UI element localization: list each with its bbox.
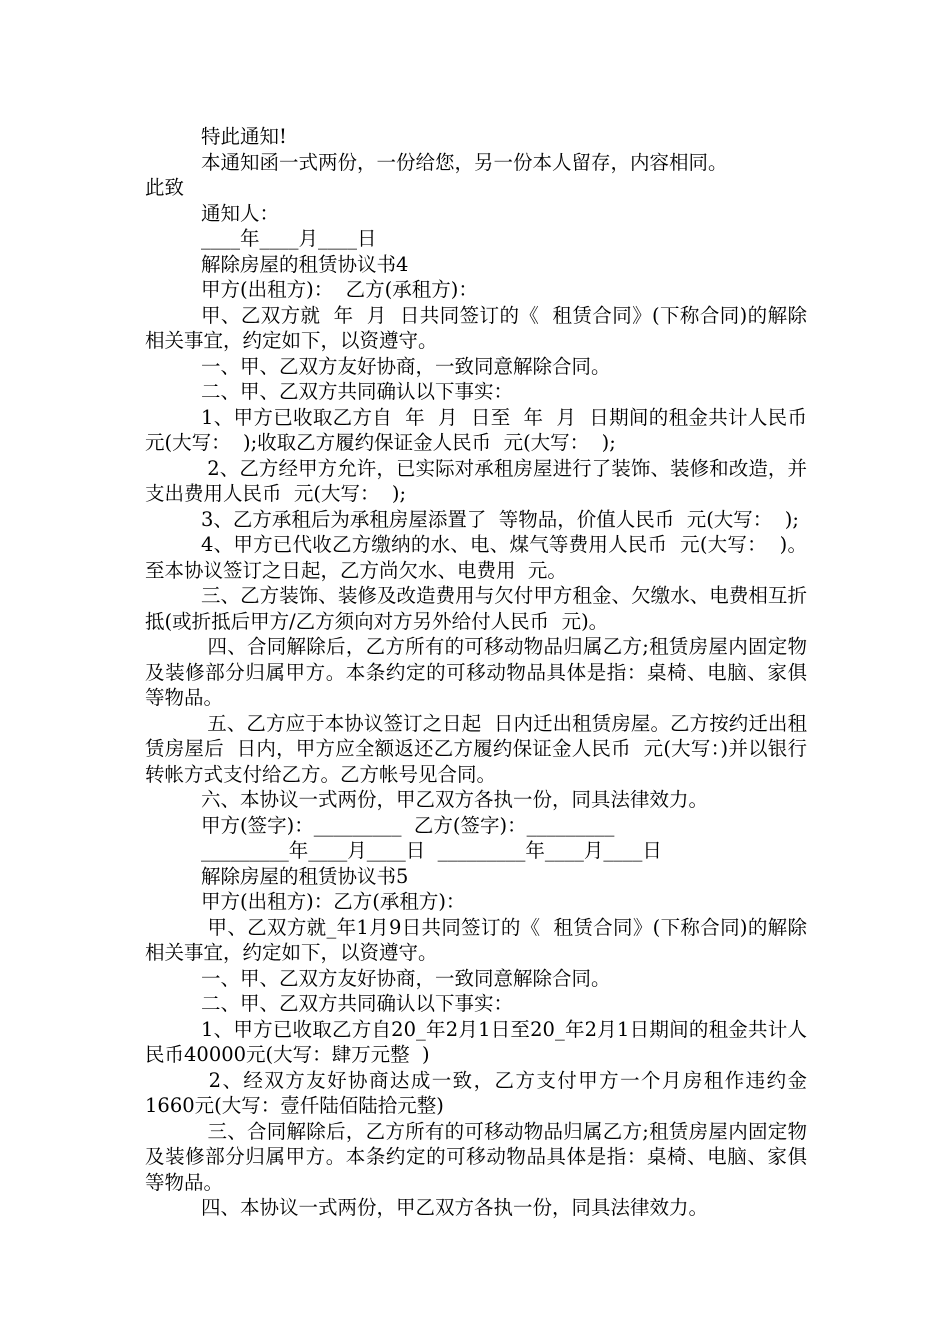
clause-3-5: 三、合同解除后，乙方所有的可移动物品归属乙方;租赁房屋内固定物及装修部分归属甲方。本条约定的可移动物品具体是指：桌椅、电脑、家俱等物品。 [145,1119,807,1194]
clause-4-5: 四、本协议一式两份，甲乙双方各执一份，同具法律效力。 [201,1196,709,1219]
subclause-1-5: 1、甲方已收取乙方自20_年2月1日至20_年2月1日期间的租金共计人民币40000元(大写：肆万元整 ) [145,1017,807,1066]
subclause-1-4: 1、甲方已收取乙方自 年 月 日至 年 月 日期间的租金共计人民币 元(大写： );收取乙方履约保证金人民币 元(大写： ); [145,405,820,454]
clause-6-4: 六、本协议一式两份，甲乙双方各执一份，同具法律效力。 [201,788,709,811]
clause-5-4: 五、乙方应于本协议签订之日起 日内迁出租赁房屋。乙方按约迁出租赁房屋后 日内，甲方应全额返还乙方履约保证金人民币 元(大写：)并以银行转帐方式支付给乙方。乙方帐号见合同。 [145,711,807,786]
paragraph-copies: 本通知函一式两份，一份给您，另一份本人留存，内容相同。 [201,150,728,174]
clause-4-4: 四、合同解除后，乙方所有的可移动物品归属乙方;租赁房屋内固定物及装修部分归属甲方。本条约定的可移动物品具体是指：桌椅、电脑、家俱等物品。 [145,635,807,709]
subclause-2-5: 2、经双方友好协商达成一致，乙方支付甲方一个月房租作违约金1660元(大写：壹仟陆佰陆拾元整) [145,1068,807,1117]
signature-line-4: 甲方(签字)：_________ 乙方(签字)：_________ [201,813,615,837]
paragraph-preamble-5: 甲、乙双方就_年1月9日共同签订的《 租赁合同》(下称合同)的解除相关事宜，约定如下，以资遵守。 [145,915,807,964]
section-title-4: 解除房屋的租赁协议书4 [201,252,409,276]
paragraph-date-blank: ____年____月____日 [201,227,377,250]
paragraph-parties-4: 甲方(出租方)： 乙方(承租方)： [201,278,478,301]
paragraph-notifier: 通知人： [201,201,280,225]
paragraph-parties-5: 甲方(出租方)：乙方(承租方)： [201,890,466,913]
paragraph-salutation: 此致 [145,176,185,199]
clause-2-5: 二、甲、乙双方共同确认以下事实： [201,992,514,1015]
paragraph-notice-end: 特此通知! [201,125,287,148]
clause-1-4: 一、甲、乙双方友好协商，一致同意解除合同。 [201,354,611,378]
subclause-2-4: 2、乙方经甲方允许，已实际对承租房屋进行了装饰、装修和改造，并支出费用人民币 元(大写： ); [145,456,807,505]
clause-1-5: 一、甲、乙双方友好协商，一致同意解除合同。 [201,966,611,990]
subclause-4-4: 4、甲方已代收乙方缴纳的水、电、煤气等费用人民币 元(大写： )。至本协议签订之日起，乙方尚欠水、电费用 元。 [145,533,807,582]
document-body [145,124,820,1221]
clause-3-4: 三、乙方装饰、装修及改造费用与欠付甲方租金、欠缴水、电费相互折抵(或折抵后甲方/乙方须向对方另外给付人民币 元)。 [145,584,807,633]
subclause-3-4: 3、乙方承租后为承租房屋添置了 等物品，价值人民币 元(大写： ); [201,507,799,531]
section-title-5: 解除房屋的租赁协议书5 [201,864,409,888]
paragraph-preamble-4: 甲、乙双方就 年 月 日共同签订的《 租赁合同》(下称合同)的解除相关事宜，约定如下，以资遵守。 [145,303,807,352]
signature-date-line-4: _________年____月____日 _________年____月____日 [201,839,662,862]
clause-2-4: 二、甲、乙双方共同确认以下事实： [201,380,514,403]
